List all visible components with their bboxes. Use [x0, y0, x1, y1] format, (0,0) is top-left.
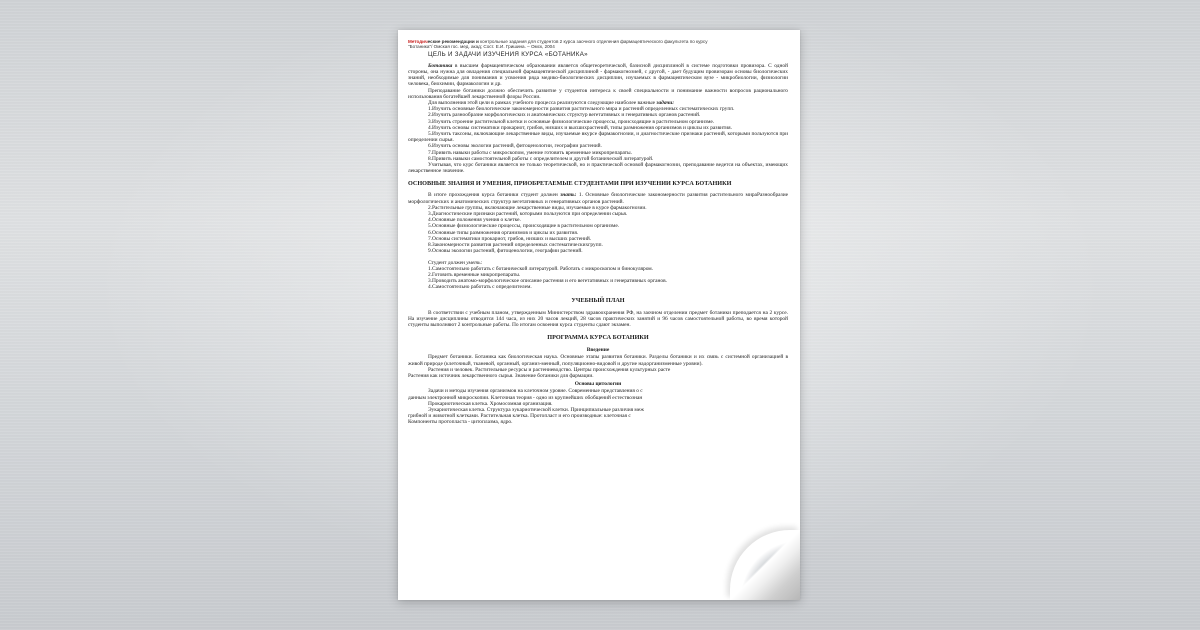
can-item: 2.Готовить временные микропрепараты.	[428, 271, 521, 278]
task-item: 6.Изучить основы экологии растений, фитоценологии, географии растений.	[428, 143, 602, 150]
task-item: 3.Изучить строение растительной клетки и основные физиологические процессы, происходящие в растительном организме.	[428, 118, 715, 125]
can-intro-word: уметь:	[466, 259, 483, 266]
can-item: 4.Самостоятельно работать с определителем.	[428, 284, 532, 291]
know-item: 3.Диагностические признаки растений, которыми пользуются при определении сырья.	[428, 211, 628, 218]
goals-paragraph-2: Преподавание ботаники должно обеспечить развитие у студентов интереса к своей специальности и понимание важности вопросов рационального использования богатейшей лекарственной флоры России.	[408, 87, 788, 100]
tasks-intro-text: Для выполнения этой цели в рамках учебного процесса реализуются следующие наиболее важные	[428, 100, 657, 107]
task-item: 4.Изучить основы систематики прокариот, грибов, низших и высшихрастений, типы размножения организмов и циклы их развития.	[428, 124, 732, 131]
cytology-paragraph-1: Задачи и методы изучения организмов на клеточном уровне. Современные представления о с	[428, 388, 643, 395]
cytology-paragraph-2: Прокариотическая клетка. Хромосомная организация.	[428, 400, 553, 407]
cytology-paragraph-1b: данным электронной микроскопии. Клеточная теория - одно из крупнейших обобщений естествознан	[408, 394, 643, 401]
document-title: ЦЕЛЬ И ЗАДАЧИ ИЗУЧЕНИЯ КУРСА «БОТАНИКА»	[428, 50, 588, 58]
task-item: 5.Изучить таксоны, включающие лекарственные виды, изучаемые вкурсе фармакогнозии, и диагностические признаки растений, которыми пользуются при определении сырья.	[408, 131, 788, 144]
goals-closing: Учитывая, что курс ботаники является не только теоретической, но и практической основой фармакогнозии, преподавание ведется на объектах, имеющих лекарственное значение.	[408, 162, 788, 175]
know-intro-text: В итоге прохождения курса ботаники студент должен	[428, 192, 561, 199]
know-item: 5.Основные физиологические процессы, происходящие в растительном организме.	[428, 223, 620, 230]
plan-text: В соответствии с учебным планом, утвержденным Министерством здравоохранения РФ, на заочном отделении предмет ботаники преподается на 2 курсе. На изучение дисциплины отводится 144 часа, из них 20 часов лекций, 28 часов практических занятий и 96 часов самостоятельной работы, во время которой студенты выполняют 2 контрольные работы. По итогам освоения курса студенты сдают экзамен.	[408, 309, 788, 328]
task-item: 8.Привить навыки самостоятельной работы с определителем и другой ботанической литературой.	[428, 155, 654, 162]
cytology-paragraph-3b: грибной и животной клетками. Растительная клетка. Протопласт и его производные: клеточная с	[408, 413, 631, 420]
program-heading: ПРОГРАММА КУРСА БОТАНИКИ	[547, 334, 649, 342]
intro-heading: Введение	[586, 347, 610, 354]
cytology-paragraph-3: Эукариотическая клетка. Структура эукариотической клетки. Принципиальные различия меж	[428, 406, 644, 413]
task-item: 7.Привить навыки работы с микроскопом, умение готовить временные микропрепараты.	[428, 149, 632, 156]
know-intro	[408, 192, 788, 204]
know-item: 2.Растительные группы, включающие лекарственные виды, изучаемые в курсе фармакогнозии.	[428, 204, 647, 211]
know-item: 7.Основы систематики прокариот, грибов, низших и высших растений.	[428, 235, 592, 242]
know-first-item: 1. Основные биологические закономерности развития растительного мираРазнообразие морфологических и анатомических структур вегетативных и генеративных органов растений.	[408, 192, 788, 205]
plan-heading: УЧЕБНЫЙ ПЛАН	[571, 296, 625, 304]
tasks-intro-word: задачи:	[656, 100, 675, 107]
goals-intro-text: в высшем фармацевтическом образовании является общетеоретической, базисной дисциплиной в системе подготовки провизора. С одной стороны, она нужна для овладения специальной фармацевтической дисциплиной - фармакогнозией, с другой, - дает будущим провизорам основы биологических знаний, необходимые для понимания и усвоения ряда медико-биологических дисциплин, изучаемых в фармацевтическом вузе - микробиологии, физиологии человека, биохимии, фармакологии и др.	[408, 62, 788, 88]
citation-line-2: "Ботаника"/ Омская гос. мед. акад; Сост. Е.И. Гришина. – Омск, 2004	[408, 44, 555, 50]
citation-rest-text: контрольные задания для студентов 2 курса заочного отделения фармацевтического факультета по курсу	[478, 39, 708, 44]
know-item: 8.Закономерности развития растений определенных систематическихгрупп.	[428, 242, 603, 249]
cytology-paragraph-3c: Компоненты протопласта - цитоплазма, ядро.	[408, 419, 513, 426]
citation-bold-text: еские рекомендации и	[427, 39, 479, 44]
knowledge-heading: ОСНОВНЫЕ ЗНАНИЯ И УМЕНИЯ, ПРИОБРЕТАЕМЫЕ СТУДЕНТАМИ ПРИ ИЗУЧЕНИИ КУРСА БОТАНИКИ	[408, 180, 732, 188]
task-item: 1.Изучить основные биологические закономерности развития растительного мира и растений определенных систематических групп.	[428, 106, 735, 113]
intro-paragraph-1: Предмет ботаники. Ботаника как биологическая наука. Основные этапы развития ботаники. Разделы ботаники и их связь с системной организацией в живой природе (клеточный, тканевой, органный, организ-менный, популяционно-видовой и другие надорганизменные уровни).	[408, 354, 788, 367]
know-item: 6.Основные типы размножения организмов и циклы их развития.	[428, 229, 579, 236]
know-intro-word: знать:	[560, 192, 577, 199]
intro-paragraph-2: Растения и человек. Растительные ресурсы и растениеводство. Центры происхождения культурных расте	[428, 366, 671, 373]
can-item: 3.Проводить анатомо-морфологическое описание растения и его вегетативных и генеративных органов.	[428, 278, 667, 285]
document-content	[408, 39, 788, 595]
cytology-heading: Основы цитологии	[574, 381, 622, 388]
can-item: 1.Самостоятельно работать с ботанической литературой. Работать с микроскопом и бинокуляром.	[428, 265, 654, 272]
know-item: 9.Основы экологии растений, фитоценологии, географии растений.	[428, 248, 583, 255]
document-page	[398, 30, 800, 600]
know-item: 4.Основные положения учения о клетке.	[428, 217, 521, 224]
can-intro-text: Студент должен	[428, 259, 467, 266]
citation-red-text: Методич	[408, 39, 428, 44]
goals-intro-term: Ботаника	[428, 62, 453, 69]
intro-paragraph-2b: Растения как источник лекарственного сырья. Значение ботаники для фармации.	[408, 372, 594, 379]
task-item: 2.Изучить разнообразие морфологических и анатомических структур вегетативных и генеративных органов растений.	[428, 112, 701, 119]
goals-intro	[408, 63, 788, 88]
